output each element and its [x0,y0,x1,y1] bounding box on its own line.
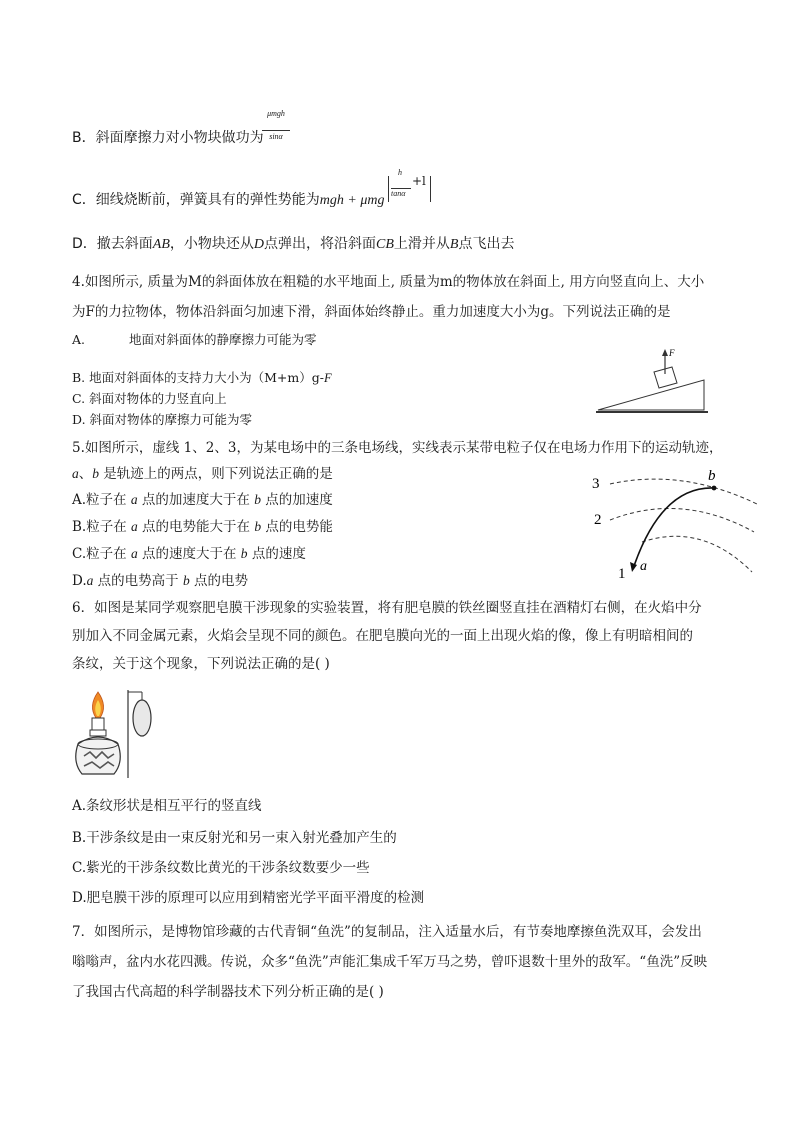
q3-option-b [72,128,264,148]
q6-stem-line3: 条纹，关于这个现象，下列说法正确的是( ) [72,656,330,672]
q3-d-part2: ，小物块还从 [169,236,254,252]
q5-var-a: a [72,466,79,481]
bracket-tan: tanα [391,188,411,198]
q3-d-part4: 上滑并从 [393,236,450,252]
q5-option-c [72,544,306,564]
q5-option-d [72,571,248,591]
q7-stem-line1: 7．如图所示，是博物馆珍藏的古代青铜“鱼洗”的复制品，注入适量水后，有节奏地摩擦鱼洗双耳，会发出 [72,924,702,940]
bracket-plus: + [412,174,423,188]
q3-option-b-fraction [262,108,290,143]
q5-stem-line2 [72,464,333,484]
q5-c-p3: b [240,546,248,561]
q3-option-c-bracket [388,168,432,206]
q4-option-b [72,368,332,388]
q5-c-p4: 点的速度 [247,546,306,562]
q5-stem-line1: 5.如图所示，虚线 1、2、3，为某电场中的三条电场线，实线表示某带电粒子仅在电场力作用下的运动轨迹， [72,440,723,456]
q4-incline-figure [592,344,712,416]
label-1: 1 [618,566,626,582]
q5-var-b: b [92,466,99,481]
bracket-one: l [422,174,426,188]
q3-option-c [72,190,384,211]
field-line-3 [610,479,757,504]
q4-option-b-f: F [323,371,332,385]
q4-option-a [72,330,317,350]
q5-d-p3: b [182,573,190,588]
q4-stem-line1: 4.如图所示, 质量为M的斜面体放在粗糙的水平地面上, 质量为m的物体放在斜面上, 用方向竖直向上、大小 [72,274,705,290]
q6-option-a: A.条纹形状是相互平行的竖直线 [72,798,262,814]
q5-b-p1: a [131,519,138,534]
q5-d-p1: a [86,573,94,588]
q3-d-var1: AB [152,237,170,252]
q6-lamp-figure [68,686,168,782]
q7-stem-line2: 嗡嗡声，盆内水花四溅。传说，众多“鱼洗”声能汇集成千军万马之势，曾吓退数十里外的敌军。“鱼洗”反映 [72,954,708,970]
q3-d-part1: D．撤去斜面 [72,236,153,252]
q5-field-figure [582,462,762,582]
q3-option-c-text: C．细线烧断前，弹簧具有的弹性势能为 [72,192,320,208]
q5-sep: 、 [78,466,93,482]
force-label: F [669,348,675,358]
q4-stem-line2: 为F的力拉物体，物体沿斜面匀加速下滑，斜面体始终静止。重力加速度大小为g。下列说法正确的是 [72,304,671,320]
q5-a-p4: 点的加速度 [260,492,333,508]
q3-option-d [72,234,514,255]
q4-option-a-label: A. [72,332,86,347]
q3-d-part3: 点弹出，将沿斜面 [264,236,377,252]
q5-option-a [72,490,333,510]
q5-a-p2: 点的加速度大于在 [137,492,255,508]
flame [92,692,103,718]
q3-option-b-text: B．斜面摩擦力对小物块做功为 [72,130,264,146]
q5-b-p0: B.粒子在 [72,519,132,535]
q5-b-p4: 点的电势能 [261,519,333,535]
q5-stem-rest: 是轨迹上的两点，则下列说法正确的是 [99,466,333,482]
q5-c-p0: C.粒子在 [72,546,131,562]
q5-d-p0: D. [72,573,87,589]
q7-stem-line3: 了我国古代高超的科学制器技术下列分析正确的是( ) [72,984,384,1000]
q5-d-p2: 点的电势高于 [93,573,183,589]
field-line-extra [642,536,752,572]
label-3: 3 [592,476,600,492]
q6-stem-line2: 别加入不同金属元素，火焰会呈现不同的颜色。在肥皂膜向光的一面上出现火焰的像，像上有明暗相间的 [72,628,693,644]
q5-option-b [72,517,333,537]
q5-c-p1: a [130,546,138,561]
q6-option-b: B.干涉条纹是由一束反射光和另一束入射光叠加产生的 [72,830,397,846]
q4-option-c: C. 斜面对物体的力竖直向上 [72,391,227,406]
q5-a-p0: A.粒子在 [72,492,131,508]
soap-film-ring [133,700,151,736]
fraction-denominator: sinα [262,130,290,143]
q5-b-p2: 点的电势能大于在 [137,519,255,535]
fraction-numerator: μmgh [267,109,285,118]
q3-d-var2: D [253,237,265,252]
q4-option-d: D. 斜面对物体的摩擦力可能为零 [72,412,253,427]
q5-b-p3: b [254,519,262,534]
label-2: 2 [594,512,602,528]
q6-option-c: C.紫光的干涉条纹数比黄光的干涉条纹数要少一些 [72,860,370,876]
lamp-body [76,718,121,774]
field-line-2 [610,508,754,532]
q5-a-p3: b [254,492,261,507]
q5-a-p1: a [130,492,138,507]
q6-stem-line1: 6．如图是某同学观察肥皂膜干涉现象的实验装置，将有肥皂膜的铁丝圈竖直挂在酒精灯右侧，在火焰中分 [72,600,702,616]
q4-option-b-text: B. 地面对斜面体的支持力大小为（M+m）g- [72,370,324,385]
label-b: b [708,468,716,484]
q3-d-var4: B [449,237,459,252]
label-a: a [640,559,647,574]
q6-option-d: D.肥皂膜干涉的原理可以应用到精密光学平面平滑度的检测 [72,890,425,906]
incline-wedge [598,380,704,410]
q5-c-p2: 点的速度大于在 [137,546,241,562]
q3-d-var3: CB [376,237,394,252]
q3-d-part5: 点飞出去 [458,236,515,252]
bracket-h: h [398,168,402,177]
q5-d-p4: 点的电势 [189,573,249,589]
q3-option-c-formula: mgh + μmg [319,193,385,208]
q4-option-a-text: 地面对斜面体的静摩擦力可能为零 [129,332,317,347]
